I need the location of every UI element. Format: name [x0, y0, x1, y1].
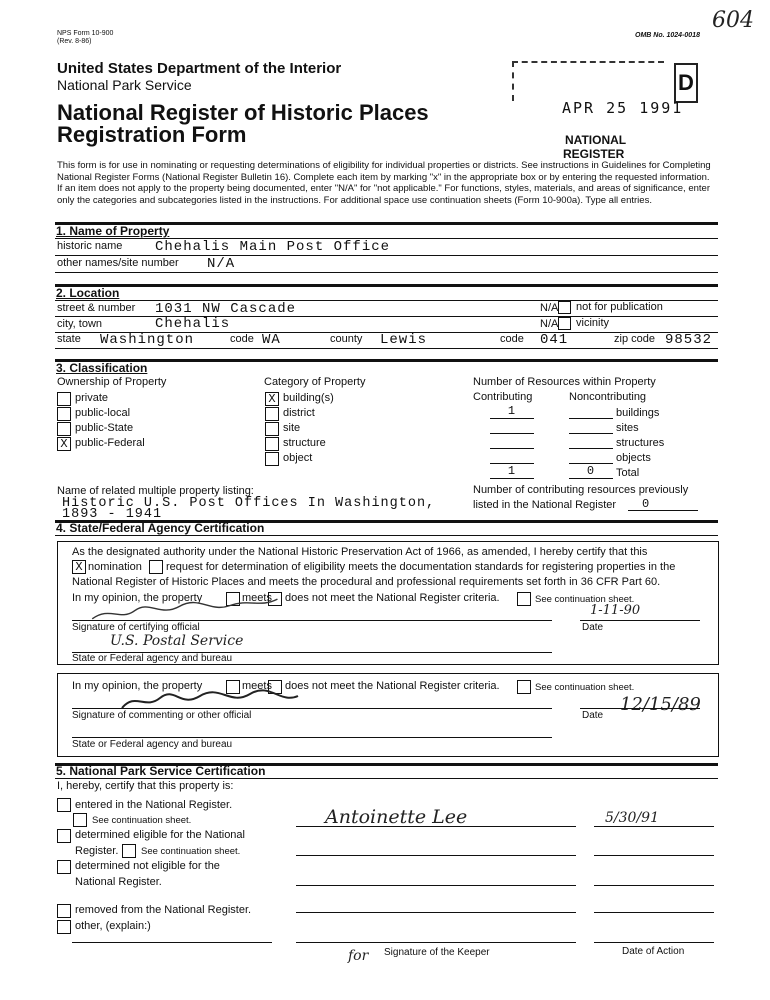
- not-meets-label: does not meet the National Register criteria.: [285, 592, 500, 604]
- resource-total-label: Total: [616, 467, 640, 479]
- noncontrib-structures: [569, 434, 613, 449]
- stamp-national: NATIONAL: [565, 133, 627, 147]
- continuation2-checkbox[interactable]: [517, 680, 531, 694]
- category-building-label: building(s): [283, 392, 334, 404]
- form-number: NPS Form 10-900: [57, 30, 114, 37]
- contributing-heading: Contributing: [473, 391, 533, 403]
- entered-checkbox[interactable]: [57, 798, 71, 812]
- agency2-label: State or Federal agency and bureau: [72, 739, 233, 750]
- ownership-heading: Ownership of Property: [57, 376, 167, 388]
- section3-heading: 3. Classification: [56, 361, 148, 375]
- county-code-label: code: [500, 333, 524, 345]
- state-code-value: WA: [262, 332, 281, 348]
- resource-sites-label: sites: [616, 422, 639, 434]
- noncontrib-total: 0: [569, 464, 613, 479]
- resource-structures-label: structures: [616, 437, 665, 449]
- commenting-signature-label: Signature of commenting or other official: [72, 710, 252, 721]
- stamp-date: APR 25 1991: [562, 99, 684, 117]
- ownership-state-checkbox[interactable]: [57, 422, 71, 436]
- multiple-property-label: Name of related multiple property listing:: [57, 485, 254, 497]
- historic-name-label: historic name: [57, 240, 123, 252]
- other-checkbox[interactable]: [57, 920, 71, 934]
- previously-listed-label2: listed in the National Register: [473, 499, 617, 511]
- corner-annotation: 604: [712, 8, 754, 33]
- state-value: Washington: [100, 332, 195, 348]
- street-label: street & number: [57, 302, 136, 314]
- section2-heading: 2. Location: [56, 286, 120, 300]
- city-value: Chehalis: [155, 316, 231, 332]
- opinion-text: In my opinion, the property: [72, 592, 203, 604]
- keeper-signature-label: Signature of the Keeper: [384, 947, 490, 958]
- entered-continuation-checkbox[interactable]: [73, 813, 87, 827]
- eligible-continuation-label: See continuation sheet.: [141, 846, 241, 857]
- vicinity-label: vicinity: [576, 317, 610, 329]
- street-value: 1031 NW Cascade: [155, 301, 297, 317]
- form-title-line2: Registration Form: [57, 122, 247, 147]
- section1-heading: 1. Name of Property: [56, 224, 170, 238]
- ownership-private-checkbox[interactable]: [57, 392, 71, 406]
- contrib-structures: [490, 434, 534, 449]
- entered-label: entered in the National Register.: [75, 799, 233, 811]
- other-names-value: N/A: [207, 256, 236, 272]
- not-meets2-label: does not meet the National Register criteria.: [285, 680, 500, 692]
- previously-listed-value: 0: [628, 497, 698, 511]
- other-label: other, (explain:): [75, 920, 151, 932]
- meets2-label: meets: [242, 680, 272, 692]
- entered-continuation-label: See continuation sheet.: [92, 815, 192, 826]
- ownership-local-label: public-local: [75, 407, 131, 419]
- resource-objects-label: objects: [616, 452, 651, 464]
- commenting-date-label: Date: [582, 710, 604, 721]
- category-district-label: district: [283, 407, 315, 419]
- ownership-federal-checkbox[interactable]: X: [57, 437, 71, 451]
- department-name: United States Department of the Interior: [57, 60, 342, 77]
- received-stamp: D APR 25 1991: [512, 55, 692, 135]
- omb-number: OMB No. 1024-0018: [635, 32, 700, 39]
- instructions-text: This form is for use in nominating or requesting determinations of eligibility for individual properties or districts. See instructions in Guidelines for Completing National Register Forms (National Register Bulletin 16). Complete each item by marking "x" in the appropriate box or by entering the requested information. If an item does not apply to the property being documented, enter "N/A" for "not applicable." For functions, styles, materials, and areas of significance, enter only the categories and subcategories listed in the instructions. For additional space use continuation sheets (Form 10-900a). Type all entries.: [57, 160, 711, 206]
- cert-line1: As the designated authority under the National Historic Preservation Act of 1966, as amended, I hereby certify that this: [72, 546, 648, 558]
- cert-line2: request for determination of eligibility meets the documentation standards for registering properties in the: [166, 561, 676, 573]
- ownership-state-label: public-State: [75, 422, 134, 434]
- historic-name-value: Chehalis Main Post Office: [155, 239, 391, 255]
- category-structure-label: structure: [283, 437, 326, 449]
- cert-line3: National Register of Historic Places and meets the procedural and professional requirements set forth in 36 CFR Part 60.: [72, 576, 661, 588]
- category-structure-checkbox[interactable]: [265, 437, 279, 451]
- nomination-checkbox[interactable]: X: [72, 560, 86, 574]
- contrib-total: 1: [490, 464, 534, 479]
- category-district-checkbox[interactable]: [265, 407, 279, 421]
- continuation-label: See continuation sheet.: [535, 594, 635, 605]
- category-object-label: object: [283, 452, 313, 464]
- noncontrib-sites: [569, 419, 613, 434]
- nfp-label: not for publication: [576, 301, 663, 313]
- section5-heading: 5. National Park Service Certification: [56, 764, 266, 778]
- noncontrib-buildings: [569, 404, 613, 419]
- multiple-property-years: 1893 - 1941: [62, 507, 163, 522]
- resources-heading: Number of Resources within Property: [473, 376, 656, 388]
- state-label: state: [57, 333, 81, 345]
- county-value: Lewis: [380, 332, 428, 348]
- request-checkbox[interactable]: [149, 560, 163, 574]
- agency-handwritten: U.S. Postal Service: [110, 633, 244, 649]
- date-of-action-label: Date of Action: [622, 946, 685, 957]
- eligible-label2: Register.: [75, 845, 119, 857]
- contrib-buildings: 1: [490, 404, 534, 419]
- not-eligible-label2: National Register.: [75, 876, 162, 888]
- eligible-label1: determined eligible for the National: [75, 829, 245, 841]
- nfp-value: N/A: [540, 302, 559, 314]
- meets-label: meets: [242, 592, 272, 604]
- ownership-federal-label: public-Federal: [75, 437, 145, 449]
- eligible-checkbox[interactable]: [57, 829, 71, 843]
- certifying-signature-label: Signature of certifying official: [72, 622, 200, 633]
- nfp-checkbox[interactable]: [558, 301, 571, 314]
- noncontributing-heading: Noncontributing: [569, 391, 647, 403]
- noncontrib-objects: [569, 449, 613, 464]
- not-eligible-label1: determined not eligible for the: [75, 860, 220, 872]
- county-label: county: [330, 333, 363, 345]
- opinion2-text: In my opinion, the property: [72, 680, 203, 692]
- vicinity-value: N/A: [540, 318, 559, 330]
- category-object-checkbox[interactable]: [265, 452, 279, 466]
- county-code-value: 041: [540, 332, 569, 348]
- agency-name: National Park Service: [57, 77, 192, 93]
- nps-intro: I, hereby, certify that this property is:: [57, 780, 234, 792]
- for-mark: for: [348, 948, 369, 964]
- category-site-checkbox[interactable]: [265, 422, 279, 436]
- contrib-objects: [490, 449, 534, 464]
- form-title-line1: National Register of Historic Places: [57, 100, 429, 125]
- cert-nomination-label: nomination: [88, 561, 142, 573]
- keeper-date: 5/30/91: [605, 810, 659, 826]
- category-site-label: site: [283, 422, 301, 434]
- state-code-label: code: [230, 333, 254, 345]
- previously-listed-label1: Number of contributing resources previously: [473, 484, 689, 496]
- form-revision: (Rev. 8-86): [57, 38, 92, 45]
- removed-label: removed from the National Register.: [75, 904, 252, 916]
- resource-buildings-label: buildings: [616, 407, 660, 419]
- certifying-date-value: 1-11-90: [590, 603, 641, 618]
- vicinity-checkbox[interactable]: [558, 317, 571, 330]
- zip-label: zip code: [614, 333, 655, 345]
- certifying-date-label: Date: [582, 622, 604, 633]
- section4-heading: 4. State/Federal Agency Certification: [56, 521, 265, 535]
- multiple-property-value: Historic U.S. Post Offices In Washington,: [62, 496, 436, 511]
- continuation-checkbox[interactable]: [517, 592, 531, 606]
- contrib-sites: [490, 419, 534, 434]
- ownership-private-label: private: [75, 392, 109, 404]
- not-eligible-checkbox[interactable]: [57, 860, 71, 874]
- category-heading: Category of Property: [264, 376, 366, 388]
- city-label: city, town: [57, 318, 103, 330]
- continuation2-label: See continuation sheet.: [535, 682, 635, 693]
- category-building-checkbox[interactable]: X: [265, 392, 279, 406]
- eligible-continuation-checkbox[interactable]: [122, 844, 136, 858]
- commenting-date-value: 12/15/89: [620, 694, 701, 715]
- agency-label: State or Federal agency and bureau: [72, 653, 233, 664]
- removed-checkbox[interactable]: [57, 904, 71, 918]
- stamp-register: REGISTER: [563, 147, 625, 161]
- ownership-local-checkbox[interactable]: [57, 407, 71, 421]
- zip-value: 98532: [665, 332, 713, 348]
- other-names-label: other names/site number: [57, 257, 179, 269]
- keeper-signature: Antoinette Lee: [325, 806, 468, 828]
